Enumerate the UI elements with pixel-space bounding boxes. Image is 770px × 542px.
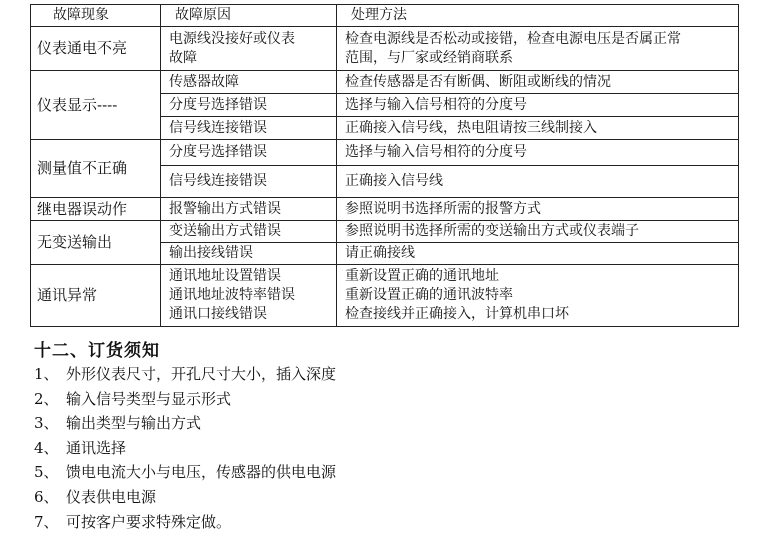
item-number: 3、: [34, 414, 59, 433]
method-cell: 检查传感器是否有断偶、断阻或断线的情况: [337, 71, 739, 94]
item-text: 输出类型与输出方式: [66, 414, 202, 433]
item-text: 外形仪表尺寸，开孔尺寸大小，插入深度: [66, 365, 337, 383]
cause-cell: 输出接线错误: [161, 243, 337, 265]
method-cell: 参照说明书选择所需的报警方式: [337, 198, 739, 221]
list-item: [34, 485, 336, 510]
method-line: 检查接线并正确接入，计算机串口坏: [345, 306, 569, 322]
header-row: [31, 5, 739, 27]
cause-cell: [161, 27, 337, 71]
cause-cell: 分度号选择错误: [161, 140, 337, 166]
fault-table: [30, 4, 739, 327]
table-row: [31, 27, 739, 71]
item-number: 1、: [34, 365, 59, 383]
cause-cell: 信号线连接错误: [161, 166, 337, 198]
item-text: 仪表供电电源: [66, 487, 157, 506]
method-cell: 正确接入信号线: [337, 166, 739, 198]
cause-line: 通讯地址波特率错误: [169, 287, 295, 303]
method-cell: 选择与输入信号相符的分度号: [337, 94, 739, 117]
method-cell: 参照说明书选择所需的变送输出方式或仪表端子: [337, 221, 739, 243]
item-number: 2、: [34, 389, 59, 408]
item-number: 4、: [34, 438, 59, 457]
list-item: [34, 436, 336, 461]
cause-cell: 变送输出方式错误: [161, 221, 337, 243]
item-number: 5、: [34, 463, 59, 482]
fault-table-body: [31, 27, 739, 327]
item-number: 7、: [34, 512, 59, 531]
method-line: 范围，与厂家或经销商联系: [345, 49, 513, 66]
item-text: 输入信号类型与显示形式: [66, 389, 232, 408]
item-text: 馈电电流大小与电压，传感器的供电电源: [66, 463, 337, 482]
table-row: [31, 198, 739, 221]
cause-line: 故障: [169, 49, 197, 66]
method-cell: [337, 27, 739, 71]
section-title: 十二、订货须知: [34, 341, 160, 361]
table-row: [31, 265, 739, 327]
method-line: 重新设置正确的通讯波特率: [345, 287, 513, 303]
item-text: 通讯选择: [66, 438, 127, 457]
method-cell: 正确接入信号线，热电阻请按三线制接入: [337, 117, 739, 140]
header-symptom: 故障现象: [31, 5, 161, 27]
cause-cell: 信号线连接错误: [161, 117, 337, 140]
symptom-cell: 测量值不正确: [31, 140, 161, 198]
method-line: 检查电源线是否松动或接错，检查电源电压是否属正常: [345, 30, 681, 47]
method-cell: 请正确接线: [337, 243, 739, 265]
table-row: [31, 140, 739, 166]
cause-cell: 分度号选择错误: [161, 94, 337, 117]
cause-line: 通讯地址设置错误: [169, 268, 281, 284]
order-notes-list: [34, 362, 336, 534]
list-item: [34, 510, 336, 535]
table-row: [31, 71, 739, 94]
symptom-cell: 仪表显示----: [31, 71, 161, 140]
list-item: [34, 460, 336, 485]
item-text: 可按客户要求特殊定做。: [66, 512, 232, 531]
list-item: [34, 362, 336, 387]
method-cell: [337, 265, 739, 327]
symptom-cell: 继电器误动作: [31, 198, 161, 221]
list-item: [34, 387, 336, 412]
cause-line: 电源线没接好或仪表: [169, 30, 295, 47]
symptom-cell: 无变送输出: [31, 221, 161, 265]
header-method: 处理方法: [337, 5, 739, 27]
symptom-cell: 仪表通电不亮: [31, 27, 161, 71]
table-row: [31, 221, 739, 243]
cause-line: 通讯口接线错误: [169, 306, 267, 322]
cause-cell: [161, 265, 337, 327]
method-line: 重新设置正确的通讯地址: [345, 268, 499, 284]
method-cell: 选择与输入信号相符的分度号: [337, 140, 739, 166]
fault-table-header: [31, 5, 739, 27]
header-cause: 故障原因: [161, 5, 337, 27]
list-item: [34, 411, 336, 436]
item-number: 6、: [34, 487, 59, 506]
cause-cell: 报警输出方式错误: [161, 198, 337, 221]
cause-cell: 传感器故障: [161, 71, 337, 94]
symptom-cell: 通讯异常: [31, 265, 161, 327]
